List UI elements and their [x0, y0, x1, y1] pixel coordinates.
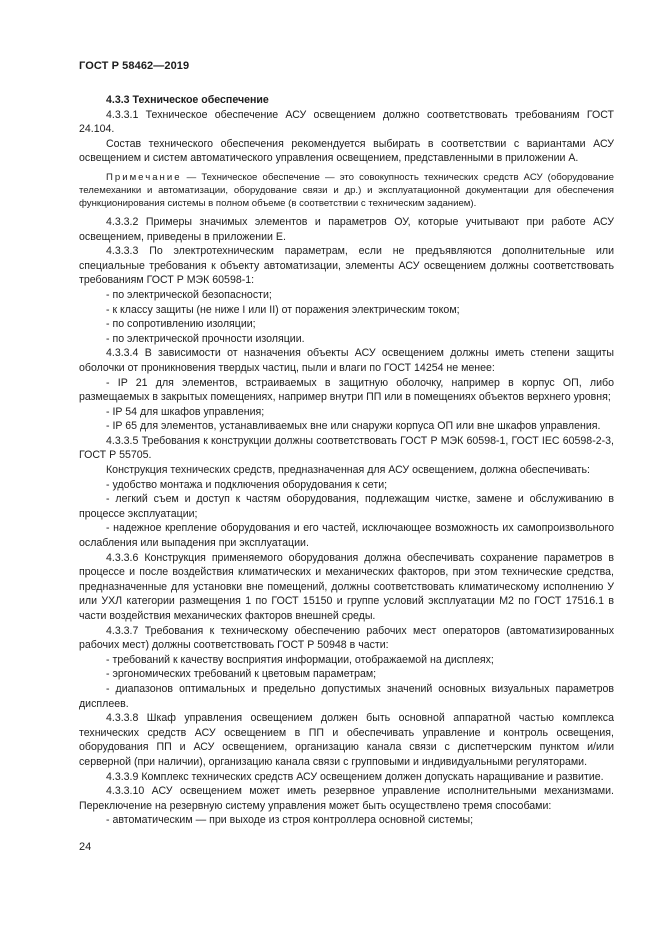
paragraph-4-3-3-2: 4.3.3.2 Примеры значимых элементов и параметров ОУ, которые учитывают при работе АСУ освещением, приведены в приложении Е. — [79, 215, 614, 243]
list-item: - к классу защиты (не ниже I или II) от поражения электрическим током; — [106, 303, 460, 316]
list-item: - легкий съем и доступ к частям оборудования, подлежащим чистке, замене и обслуживанию в процессе эксплуатации; — [79, 493, 614, 520]
list-item: - эргономических требований к цветовым параметрам; — [106, 668, 377, 681]
section-heading: 4.3.3 Техническое обеспечение — [106, 94, 269, 106]
list-item: - автоматическим — при выходе из строя контроллера основной системы; — [106, 814, 474, 827]
list-item: - удобство монтажа и подключения оборудования к сети; — [106, 478, 388, 491]
document-body — [79, 93, 614, 828]
paragraph-4-3-3-4: 4.3.3.4 В зависимости от назначения объекты АСУ освещением должны иметь степени защиты оболочки от проникновения твердых частиц, пыли и влаги по ГОСТ 14254 не менее: — [79, 347, 614, 374]
list-item: - надежное крепление оборудования и его частей, исключающее возможность их самопроизвольного ослабления или выпадения при эксплуатации. — [79, 522, 614, 550]
paragraph-4-3-3-3: 4.3.3.3 По электротехническим параметрам, если не предъявляются дополнительные или специальные требования к объекту автоматизации, элементы АСУ освещением должны соответствовать требованиям ГОСТ Р МЭК 60598-1: — [79, 245, 614, 287]
list-item: - по электрической безопасности; — [106, 288, 272, 301]
paragraph-4-3-3-9: 4.3.3.9 Комплекс технических средств АСУ освещением должен допускать наращивание и развитие. — [106, 770, 604, 783]
list-item: - IP 54 для шкафов управления; — [106, 405, 265, 418]
paragraph-4-3-3-1: 4.3.3.1 Техническое обеспечение АСУ освещением должно соответствовать требованиям ГОСТ 24.104. — [79, 108, 614, 136]
list-item: - IP 21 для элементов, встраиваемых в защитную оболочку, например в корпус ОП, либо размещаемых в закрытых помещениях, например внутри ПП или в помещениях объектов верхнего уровня; — [79, 376, 614, 404]
paragraph-4-3-3-8: 4.3.3.8 Шкаф управления освещением должен быть основной аппаратной частью комплекса технических средств АСУ освещением в ПП и обеспечивать управление и контроль освещения, оборудования ПП и АСУ освещением, организацию канала связи с диспетчерским пунктом и/или серверной (при наличии), организацию канала связи с групповыми и индивидуальными регуляторами. — [79, 712, 614, 768]
page-number: 24 — [79, 841, 92, 853]
note-label: Примечание — [106, 171, 182, 183]
paragraph-4-3-3-7: 4.3.3.7 Требования к техническому обеспечению рабочих мест операторов (автоматизированных рабочих мест) должны соответствовать ГОСТ Р 50948 в части: — [79, 624, 614, 652]
list-item: - диапазонов оптимальных и предельно допустимых значений основных визуальных параметров дисплеев. — [79, 682, 614, 710]
paragraph-4-3-3-5: 4.3.3.5 Требования к конструкции должны соответствовать ГОСТ Р МЭК 60598-1, ГОСТ IEC 60598-2-3, ГОСТ Р 55705. — [79, 434, 614, 462]
list-item: - по электрической прочности изоляции. — [106, 332, 305, 345]
list-item: - IP 65 для элементов, устанавливаемых вне или снаружи корпуса ОП или вне шкафов управления. — [106, 420, 601, 433]
note-text: — Техническое обеспечение — это совокупность технических средств АСУ (оборудование телемеханики и автоматизации, оборудование связи и др.) и эксплуатационной документации для обеспечения функционирования системы в полном объеме (в соответствии с техническим заданием). — [79, 171, 614, 209]
paragraph-construction: Конструкция технических средств, предназначенная для АСУ освещением, должна обеспечивать: — [106, 464, 590, 477]
paragraph-composition: Состав технического обеспечения рекомендуется выбирать в соответствии с вариантами АСУ освещением и систем автоматического управления освещением, представленными в приложении А. — [79, 137, 614, 165]
note — [79, 171, 614, 210]
list-item: - требований к качеству восприятия информации, отображаемой на дисплеях; — [106, 653, 494, 666]
document-header: ГОСТ Р 58462—2019 — [79, 60, 190, 72]
paragraph-4-3-3-10: 4.3.3.10 АСУ освещением может иметь резервное управление исполнительными механизмами. Переключение на резервную систему управления может быть осуществлено тремя способами: — [79, 785, 614, 812]
paragraph-4-3-3-6: 4.3.3.6 Конструкция применяемого оборудования должна обеспечивать сохранение параметров в процессе и после воздействия климатических и механических факторов, при этом технические средства, предназначенные для установки вне помещений, должны соответствовать климатическому исполнению У или УХЛ категории размещения 1 по ГОСТ 15150 и группе условий эксплуатации М2 по ГОСТ 17516.1 в части воздействия механических факторов внешней среды. — [79, 551, 614, 622]
list-item: - по сопротивлению изоляции; — [106, 318, 256, 331]
